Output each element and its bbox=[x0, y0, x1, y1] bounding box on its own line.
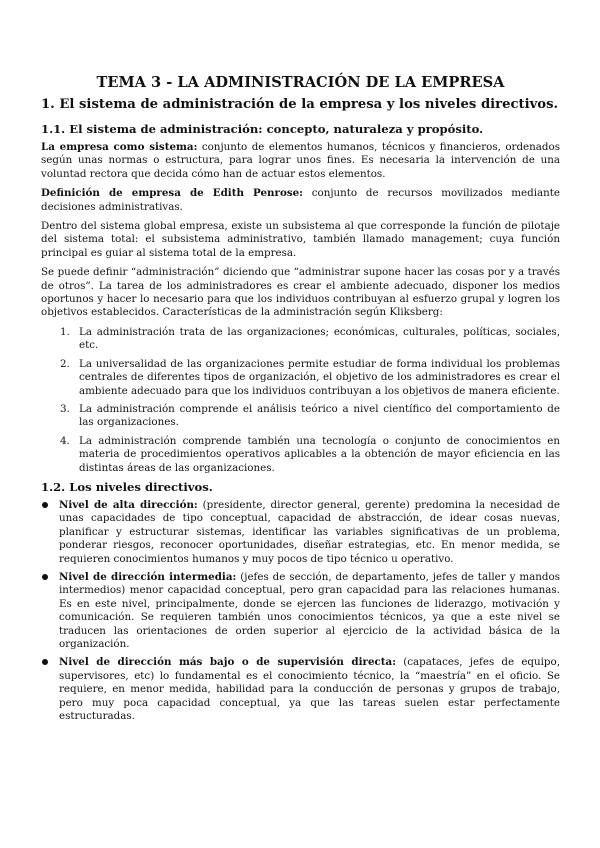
list-item bbox=[41, 571, 560, 651]
list-item-text: (capataces, jefes de equipo, supervisores, etc) lo fundamental es el conocimiento técnico, la “maestría” en el oficio. Se requiere, en menor medida, habilidad para la conducción de personas y grupos de trabajo, pero muy poca capacidad conceptual, ya que las tareas suelen estar perfectamente estructuradas. bbox=[59, 656, 560, 723]
bullet-icon bbox=[42, 659, 48, 665]
list-item-text: La administración trata de las organizaciones; económicas, culturales, políticas, sociales, etc. bbox=[79, 325, 560, 352]
list-item-text: La administración comprende también una tecnología o conjunto de conocimientos en materia de procedimientos operativos aplicables a la obtención de mayor eficiencia en las distintas áreas de las organizaciones. bbox=[79, 434, 560, 474]
list-item-number: 4. bbox=[60, 434, 70, 447]
section-heading-1-1: 1.1. El sistema de administración: concepto, naturaleza y propósito. bbox=[41, 122, 484, 136]
list-item-term: Nivel de dirección más bajo o de supervisión directa: bbox=[59, 656, 396, 669]
term-empresa-como-sistema: La empresa como sistema: bbox=[41, 141, 198, 153]
list-item bbox=[41, 656, 560, 723]
list-item bbox=[41, 326, 560, 353]
kliksberg-characteristics-list bbox=[41, 326, 560, 475]
management-levels-list bbox=[41, 499, 560, 724]
list-item-number: 3. bbox=[60, 402, 70, 415]
list-item-text: La administración comprende el análisis teórico a nivel científico del comportamiento de las organizaciones. bbox=[79, 402, 560, 429]
list-item bbox=[41, 358, 560, 398]
term-definicion-penrose: Definición de empresa de Edith Penrose: bbox=[41, 187, 303, 200]
list-item-term: Nivel de alta dirección: bbox=[59, 498, 198, 511]
paragraph-text: conjunto de elementos humanos, técnicos y financieros, ordenados según unas normas o estructura, para lograr unos fines. Es necesaria la intervención de una voluntad rectora que decida cómo han de actuar estos elementos. bbox=[41, 141, 560, 180]
list-item-term: Nivel de dirección intermedia: bbox=[59, 570, 237, 583]
list-item-text: (jefes de sección, de departamento, jefes de taller y mandos intermedios) menor capacidad conceptual, pero gran capacidad para las relaciones humanas. Es en este nivel, principalmente, donde se ejercen las funciones de liderazgo, motivación y comunicación. Se requieren también unos conocimientos técnicos, ya que a este nivel se traducen las orientaciones de orden superior al ejercicio de la actividad básica de la organización. bbox=[59, 570, 560, 650]
paragraph-empresa-como-sistema bbox=[41, 141, 560, 181]
list-item-text: (presidente, director general, gerente) predomina la necesidad de unas capacidades de tipo conceptual, capacidad de abstracción, de idear cosas nuevas, planificar y estructurar sistemas, identificar las variables significativas de un problema, ponderar riesgos, reconocer oportunidades, diseñar estrategias, etc. En menor medida, se requieren conocimientos humanos y muy pocos de tipo técnico u operativo. bbox=[59, 498, 560, 565]
section-heading-1-2: 1.2. Los niveles directivos. bbox=[41, 479, 213, 494]
paragraph-definicion-administracion: Se puede definir “administración” diciendo que “administrar supone hacer las cosas por y a través de otros”. La tarea de los administradores es crear el ambiente adecuado, disponer los medios oportunos y hacer lo necesario para que los individuos contribuyan al esfuerzo grupal y logren los objetivos establecidos. Características de la administración según Kliksberg: bbox=[41, 266, 560, 319]
bullet-icon bbox=[42, 502, 48, 508]
paragraph-definicion-penrose bbox=[41, 187, 560, 214]
document-title: TEMA 3 - LA ADMINISTRACIÓN DE LA EMPRESA bbox=[96, 74, 505, 91]
list-item-text: La universalidad de las organizaciones permite estudiar de forma individual los problemas centrales de diferentes tipos de organización, el objetivo de los administradores es crear el ambiente adecuado para que los individuos contribuyan a los objetivos de manera eficiente. bbox=[79, 357, 560, 397]
paragraph-subsistema-administrativo: Dentro del sistema global empresa, existe un subsistema al que corresponde la función de pilotaje del sistema total: el subsistema administrativo, también llamado management; cuya función principal es guiar al sistema total de la empresa. bbox=[41, 220, 560, 259]
list-item bbox=[41, 403, 560, 430]
list-item bbox=[41, 499, 560, 566]
paragraph-text: conjunto de recursos movilizados mediante decisiones administrativas. bbox=[41, 187, 560, 213]
bullet-icon bbox=[42, 574, 48, 580]
section-heading-1: 1. El sistema de administración de la empresa y los niveles directivos. bbox=[41, 97, 559, 112]
list-item bbox=[41, 435, 560, 475]
list-item-number: 2. bbox=[60, 357, 70, 370]
list-item-number: 1. bbox=[60, 325, 70, 338]
